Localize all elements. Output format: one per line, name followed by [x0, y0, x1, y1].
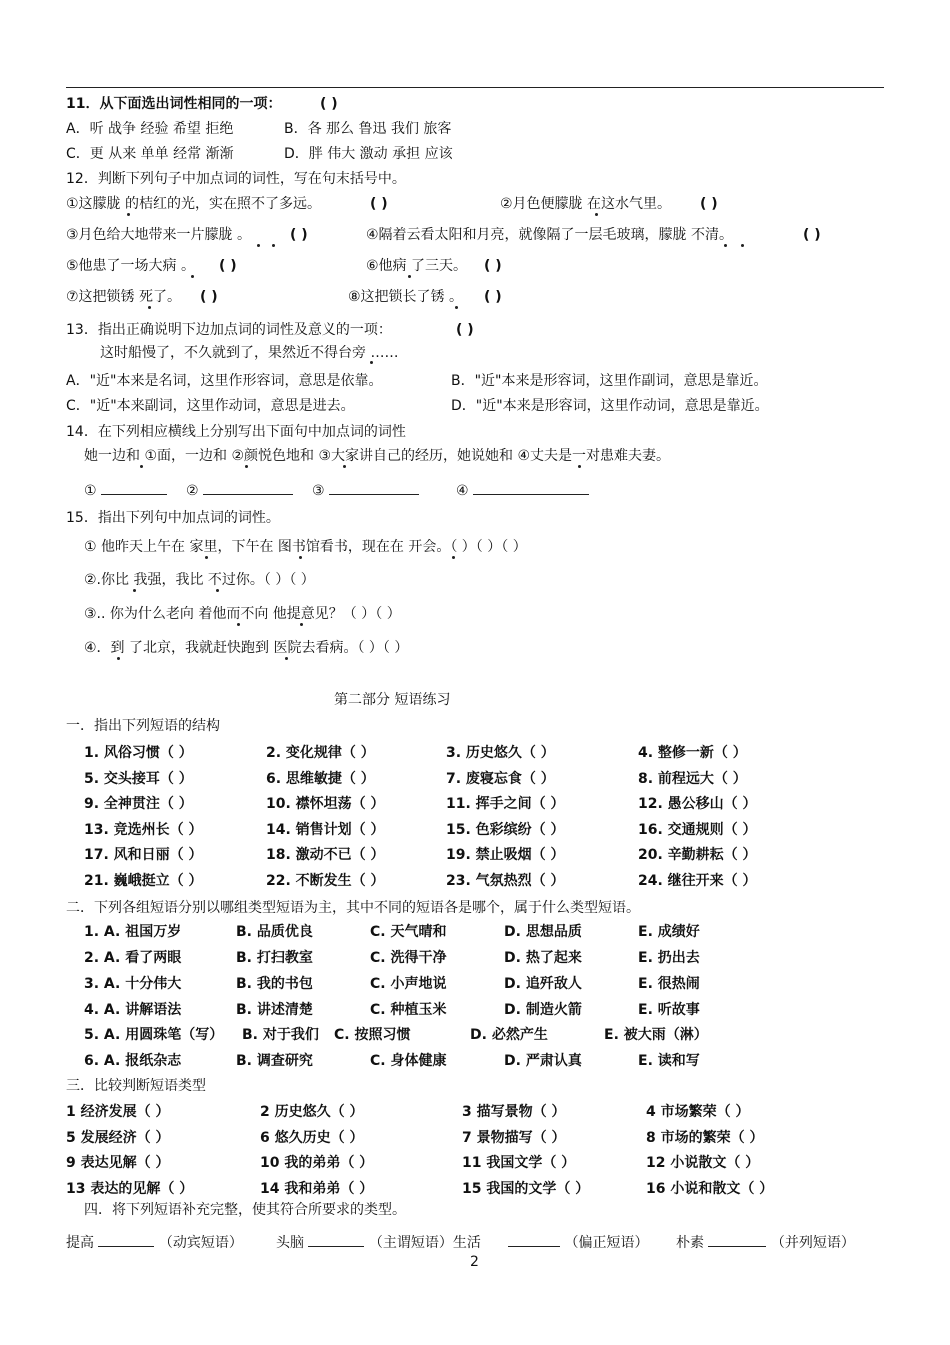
emphasis-dot [300, 623, 303, 626]
sec3-item: 2 历史悠久（ ） [260, 1104, 364, 1120]
q13-option-c: C．"近"本来副词，这里作动词，意思是进去。 [66, 398, 355, 414]
q13-answer-paren: ( ) [456, 322, 474, 338]
q12-paren-6: ( ) [484, 258, 502, 274]
q11-label: 11．从下面选出词性相同的一项： [66, 96, 282, 112]
emphasis-dot [205, 556, 208, 559]
q14-blank-2[interactable]: ② [186, 480, 293, 501]
q15-label: 15．指出下列句中加点词的词性。 [66, 510, 280, 526]
q12-label: 12．判断下列句子中加点词的词性，写在句末括号中。 [66, 171, 406, 187]
q14-label: 14．在下列相应横线上分别写出下面句中加点词的词性 [66, 424, 406, 440]
q14-blank-1[interactable]: ① [84, 480, 167, 501]
q11-option-d: D．胖 伟大 激动 承担 应该 [284, 146, 453, 162]
sec2-item: D. 严肃认真 [504, 1053, 582, 1069]
sec1-item: 1. 风俗习惯（ ） [84, 745, 193, 761]
sec1-item: 19. 禁止吸烟（ ） [446, 847, 565, 864]
emphasis-dot [343, 465, 346, 468]
sec3-item: 13 表达的见解（ ） [66, 1180, 194, 1197]
sec2-item: D. 思想品质 [504, 924, 582, 940]
sec2-row5-d: D. 必然产生 [470, 1027, 548, 1043]
emphasis-dot [133, 589, 136, 592]
sec1-item: 11. 挥手之间（ ） [446, 796, 565, 813]
sec2-item: B. 品质优良 [236, 924, 313, 940]
sec2-item: B. 打扫教室 [236, 950, 313, 966]
sec2-item: 3. A. 十分伟大 [84, 976, 182, 992]
sec2-item: B. 我的书包 [236, 976, 313, 992]
sec1-item: 10. 襟怀坦荡（ ） [266, 796, 385, 813]
q12-sentence-7: ⑦这把锁锈 死了。 [66, 289, 182, 305]
q12-sentence-3: ③月色给大地带来一片朦胧 。 [66, 227, 252, 243]
emphasis-dot [272, 244, 275, 247]
sec1-item: 8. 前程远大（ ） [638, 770, 747, 787]
emphasis-dot [370, 361, 373, 364]
sec1-item: 21. 巍峨挺立（ ） [84, 873, 203, 889]
emphasis-dot [408, 275, 411, 278]
sec2-item: C. 身体健康 [370, 1053, 447, 1069]
sec4-item-1[interactable]: 提高 （动宾短语） [66, 1232, 243, 1253]
sec3-title: 三．比较判断短语类型 [66, 1078, 206, 1094]
sec2-item: E. 成绩好 [638, 924, 700, 940]
q12-sentence-4: ④隔着云看太阳和月亮，就像隔了一层毛玻璃，朦胧 不清。 [366, 227, 733, 243]
sec1-item: 3. 历史悠久（ ） [446, 745, 555, 761]
q15-sentence-1: ① 他昨天上午在 家里，下午在 图书馆看书，现在在 开会。（ ）（ ）（ ） [84, 539, 527, 555]
emphasis-dot [724, 244, 727, 247]
q11-option-b: B．各 那么 鲁迅 我们 旅客 [284, 121, 452, 137]
emphasis-dot [148, 306, 151, 309]
sec1-item: 14. 销售计划（ ） [266, 821, 385, 838]
sec2-item: 1. A. 祖国万岁 [84, 924, 182, 940]
sec3-item: 7 景物描写（ ） [462, 1129, 566, 1146]
sec1-item: 18. 激动不已（ ） [266, 847, 385, 864]
q11-answer-paren: ( ) [320, 96, 338, 112]
sec2-item: B. 讲述清楚 [236, 1002, 313, 1018]
sec2-row5-e: E. 被大雨（淋） [604, 1027, 708, 1043]
sec3-item: 5 发展经济（ ） [66, 1129, 170, 1146]
sec3-item: 14 我和弟弟（ ） [260, 1180, 374, 1197]
sec1-item: 15. 色彩缤纷（ ） [446, 821, 565, 838]
sec1-item: 5. 交头接耳（ ） [84, 770, 193, 787]
sec2-item: C. 洗得干净 [370, 950, 447, 966]
emphasis-dot [578, 465, 581, 468]
sec1-item: 4. 整修一新（ ） [638, 745, 747, 761]
sec2-item: E. 很热闹 [638, 976, 700, 992]
q12-sentence-6: ⑥他病 了三天。 [366, 258, 468, 274]
sec1-item: 24. 继往开来（ ） [638, 873, 757, 889]
sec2-item: C. 种植玉米 [370, 1002, 447, 1018]
sec2-item: 4. A. 讲解语法 [84, 1002, 182, 1018]
emphasis-dot [741, 244, 744, 247]
emphasis-dot [595, 213, 598, 216]
sec1-item: 9. 全神贯注（ ） [84, 796, 193, 813]
sec4-title: 四．将下列短语补充完整，使其符合所要求的类型。 [84, 1202, 406, 1218]
q12-sentence-1: ①这朦胧 的桔红的光，实在照不了多远。 [66, 196, 321, 212]
sec1-item: 7. 废寝忘食（ ） [446, 770, 555, 787]
sec2-item: D. 热了起来 [504, 950, 582, 966]
sec2-item: 6. A. 报纸杂志 [84, 1053, 182, 1069]
sec1-item: 12. 愚公移山（ ） [638, 796, 757, 813]
emphasis-dot [299, 556, 302, 559]
sec3-item: 3 描写景物（ ） [462, 1104, 566, 1120]
sec1-item: 16. 交通规则（ ） [638, 821, 757, 838]
sec3-item: 11 我国文学（ ） [462, 1155, 576, 1172]
emphasis-dot [285, 657, 288, 660]
sec1-item: 23. 气氛热烈（ ） [446, 873, 565, 889]
sec3-item: 16 小说和散文（ ） [646, 1180, 774, 1197]
sec3-item: 8 市场的繁荣（ ） [646, 1129, 764, 1146]
sec3-item: 15 我国的文学（ ） [462, 1180, 590, 1197]
sec2-item: C. 天气晴和 [370, 924, 447, 940]
q13-sentence: 这时船慢了，不久就到了，果然近不得台旁 …… [100, 345, 399, 361]
emphasis-dot [127, 213, 130, 216]
q14-sentence: 她一边和 ①面，一边和 ②颜悦色地和 ③大家讲自己的经历，她说她和 ④丈夫是一对患难夫妻。 [84, 448, 671, 464]
sec3-item: 12 小说散文（ ） [646, 1155, 760, 1172]
sec1-item: 6. 思维敏捷（ ） [266, 770, 375, 787]
sec3-item: 10 我的弟弟（ ） [260, 1155, 374, 1172]
q14-blank-3[interactable]: ③ [312, 480, 419, 501]
emphasis-dot [191, 275, 194, 278]
sec1-item: 17. 风和日丽（ ） [84, 847, 203, 864]
sec1-item: 22. 不断发生（ ） [266, 873, 385, 889]
sec4-item-3[interactable]: （偏正短语） [508, 1232, 648, 1253]
sec1-item: 2. 变化规律（ ） [266, 745, 375, 761]
sec1-item: 13. 竞选州长（ ） [84, 821, 203, 838]
sec4-item-2[interactable]: 头脑 （主谓短语）生活 [276, 1232, 481, 1253]
sec2-row5-a: 5. A. 用圆珠笔（写） [84, 1027, 224, 1043]
q15-sentence-4: ④．到 了北京，我就赶快跑到 医院去看病。（ ）（ ） [84, 640, 409, 656]
sec2-item: E. 扔出去 [638, 950, 700, 966]
sec2-item: C. 小声地说 [370, 976, 447, 992]
q12-sentence-5: ⑤他患了一场大病 。 [66, 258, 196, 274]
q12-paren-1: ( ) [370, 196, 388, 212]
q13-label: 13．指出正确说明下边加点词的词性及意义的一项： [66, 322, 392, 338]
q15-sentence-3: ③.. 你为什么老向 着他而不向 他提意见？（ ）（ ） [84, 606, 401, 622]
sec1-item: 20. 辛勤耕耘（ ） [638, 847, 757, 864]
sec3-item: 1 经济发展（ ） [66, 1104, 170, 1120]
sec4-item-4[interactable]: 朴素 （并列短语） [676, 1232, 855, 1253]
part2-title: 第二部分 短语练习 [334, 692, 451, 708]
emphasis-dot [216, 589, 219, 592]
q12-paren-5: ( ) [219, 258, 237, 274]
emphasis-dot [455, 306, 458, 309]
q12-paren-3: ( ) [290, 227, 308, 243]
q12-paren-7: ( ) [200, 289, 218, 305]
q13-option-b: B．"近"本来是形容词，这里作副词，意思是靠近。 [451, 373, 768, 389]
sec2-item: B. 调查研究 [236, 1053, 313, 1069]
sec2-item: D. 追歼敌人 [504, 976, 582, 992]
sec2-item: E. 读和写 [638, 1053, 700, 1069]
page-number: 2 [470, 1254, 479, 1270]
q11-option-c: C．更 从来 单单 经常 渐渐 [66, 146, 234, 162]
top-rule [66, 87, 884, 88]
sec2-item: D. 制造火箭 [504, 1002, 582, 1018]
sec2-item: 2. A. 看了两眼 [84, 950, 182, 966]
emphasis-dot [452, 556, 455, 559]
emphasis-dot [140, 465, 143, 468]
emphasis-dot [245, 465, 248, 468]
sec2-title: 二．下列各组短语分别以哪组类型短语为主，其中不同的短语各是哪个，属于什么类型短语。 [66, 900, 640, 916]
q15-sentence-2: ②.你比 我强，我比 不过你。（ ）（ ） [84, 572, 315, 588]
q12-paren-8: ( ) [484, 289, 502, 305]
sec2-row5-c: C. 按照习惯 [334, 1027, 411, 1043]
sec3-item: 6 悠久历史（ ） [260, 1129, 364, 1146]
q14-blank-4[interactable]: ④ [456, 480, 589, 501]
sec3-item: 9 表达见解（ ） [66, 1155, 170, 1172]
sec1-title: 一．指出下列短语的结构 [66, 718, 220, 734]
sec2-row5-b: B. 对于我们 [242, 1027, 319, 1043]
q12-sentence-2: ②月色便朦胧 在这水气里。 [500, 196, 672, 212]
q13-option-a: A．"近"本来是名词，这里作形容词，意思是依靠。 [66, 373, 383, 389]
sec3-item: 4 市场繁荣（ ） [646, 1104, 750, 1120]
sec2-item: E. 听故事 [638, 1002, 700, 1018]
q12-paren-4: ( ) [803, 227, 821, 243]
q12-sentence-8: ⑧这把锁长了锈 。 [348, 289, 464, 305]
q13-option-d: D．"近"本来是形容词，这里作动词，意思是靠近。 [451, 398, 769, 414]
q11-option-a: A．听 战争 经验 希望 拒绝 [66, 121, 234, 137]
emphasis-dot [237, 623, 240, 626]
emphasis-dot [117, 657, 120, 660]
emphasis-dot [257, 244, 260, 247]
q12-paren-2: ( ) [700, 196, 718, 212]
